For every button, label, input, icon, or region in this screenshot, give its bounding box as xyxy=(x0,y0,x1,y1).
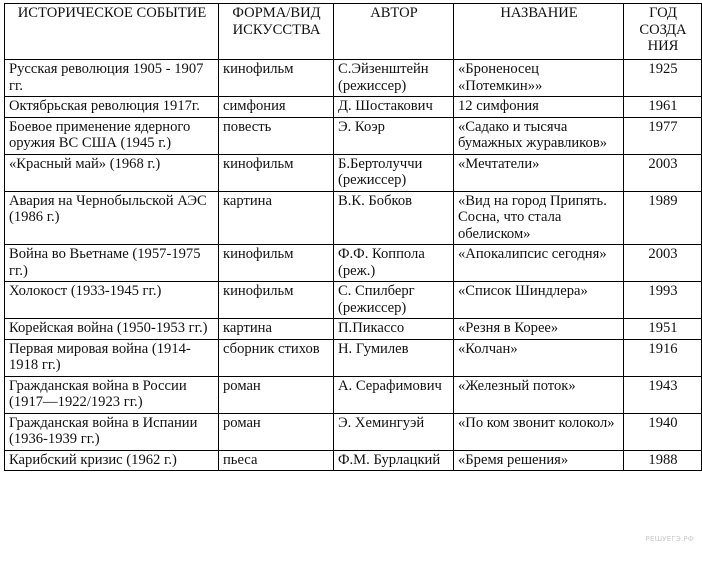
cell-title: «Бремя решения» xyxy=(454,450,624,471)
cell-title: «Список Шиндлера» xyxy=(454,282,624,319)
cell-author: Э. Коэр xyxy=(334,117,454,154)
cell-year: 1977 xyxy=(624,117,702,154)
cell-title: «Апокалипсис сегодня» xyxy=(454,245,624,282)
cell-event: Холокост (1933-1945 гг.) xyxy=(5,282,219,319)
cell-event: Гражданская война в Испании (1936-1939 гг.) xyxy=(5,413,219,450)
cell-event: Карибский кризис (1962 г.) xyxy=(5,450,219,471)
header-title: НАЗВАНИЕ xyxy=(454,4,624,60)
cell-form: картина xyxy=(219,319,334,340)
cell-form: кинофильм xyxy=(219,245,334,282)
cell-author: П.Пикассо xyxy=(334,319,454,340)
cell-event: Первая мировая война (1914-1918 гг.) xyxy=(5,339,219,376)
cell-title: «Мечтатели» xyxy=(454,154,624,191)
table-row xyxy=(5,376,702,413)
cell-form: кинофильм xyxy=(219,154,334,191)
cell-author: Н. Гумилев xyxy=(334,339,454,376)
cell-author: С.Эйзенштейн (режиссер) xyxy=(334,60,454,97)
cell-event: Боевое применение ядерного оружия ВС США (1945 г.) xyxy=(5,117,219,154)
header-row xyxy=(5,4,702,60)
cell-title: 12 симфония xyxy=(454,97,624,118)
table-row xyxy=(5,97,702,118)
cell-title: «Резня в Корее» xyxy=(454,319,624,340)
cell-year: 1988 xyxy=(624,450,702,471)
cell-title: «Броненосец «Потемкин»» xyxy=(454,60,624,97)
cell-year: 2003 xyxy=(624,154,702,191)
cell-title: «Садако и тысяча бумажных журавликов» xyxy=(454,117,624,154)
cell-author: С. Спилберг (режиссер) xyxy=(334,282,454,319)
cell-event: Авария на Чернобыльской АЭС (1986 г.) xyxy=(5,191,219,245)
table-row xyxy=(5,339,702,376)
cell-year: 1940 xyxy=(624,413,702,450)
header-year: ГОД СОЗДА НИЯ xyxy=(624,4,702,60)
table-row xyxy=(5,117,702,154)
table-row xyxy=(5,413,702,450)
cell-year: 1943 xyxy=(624,376,702,413)
cell-year: 1925 xyxy=(624,60,702,97)
cell-form: роман xyxy=(219,413,334,450)
cell-author: Ф.М. Бурлацкий xyxy=(334,450,454,471)
cell-author: Б.Бертолуччи (режиссер) xyxy=(334,154,454,191)
header-form: ФОРМА/ВИД ИСКУССТВА xyxy=(219,4,334,60)
cell-year: 2003 xyxy=(624,245,702,282)
cell-title: «По ком звонит колокол» xyxy=(454,413,624,450)
history-art-table xyxy=(4,3,702,471)
cell-year: 1961 xyxy=(624,97,702,118)
cell-form: сборник стихов xyxy=(219,339,334,376)
cell-year: 1916 xyxy=(624,339,702,376)
cell-author: В.К. Бобков xyxy=(334,191,454,245)
table-row xyxy=(5,282,702,319)
cell-year: 1951 xyxy=(624,319,702,340)
cell-author: Д. Шостакович xyxy=(334,97,454,118)
cell-form: пьеса xyxy=(219,450,334,471)
table-row xyxy=(5,191,702,245)
cell-form: кинофильм xyxy=(219,282,334,319)
cell-title: «Вид на город Припять. Сосна, что стала обелиском» xyxy=(454,191,624,245)
header-event: ИСТОРИЧЕСКОЕ СОБЫТИЕ xyxy=(5,4,219,60)
cell-author: А. Серафимович xyxy=(334,376,454,413)
cell-year: 1993 xyxy=(624,282,702,319)
cell-author: Э. Хемингуэй xyxy=(334,413,454,450)
cell-event: Война во Вьетнаме (1957-1975 гг.) xyxy=(5,245,219,282)
table-row xyxy=(5,450,702,471)
cell-author: Ф.Ф. Коппола (реж.) xyxy=(334,245,454,282)
cell-title: «Колчан» xyxy=(454,339,624,376)
table-row xyxy=(5,319,702,340)
table-row xyxy=(5,60,702,97)
cell-form: роман xyxy=(219,376,334,413)
cell-year: 1989 xyxy=(624,191,702,245)
cell-form: симфония xyxy=(219,97,334,118)
cell-title: «Железный поток» xyxy=(454,376,624,413)
cell-event: Корейская война (1950-1953 гг.) xyxy=(5,319,219,340)
cell-form: кинофильм xyxy=(219,60,334,97)
cell-event: Русская революция 1905 - 1907 гг. xyxy=(5,60,219,97)
cell-event: Гражданская война в России (1917—1922/1923 гг.) xyxy=(5,376,219,413)
table-row xyxy=(5,154,702,191)
cell-form: повесть xyxy=(219,117,334,154)
table-row xyxy=(5,245,702,282)
cell-event: Октябрьская революция 1917г. xyxy=(5,97,219,118)
cell-form: картина xyxy=(219,191,334,245)
header-author: АВТОР xyxy=(334,4,454,60)
watermark: РЕШУЕГЭ.РФ xyxy=(645,535,694,543)
cell-event: «Красный май» (1968 г.) xyxy=(5,154,219,191)
